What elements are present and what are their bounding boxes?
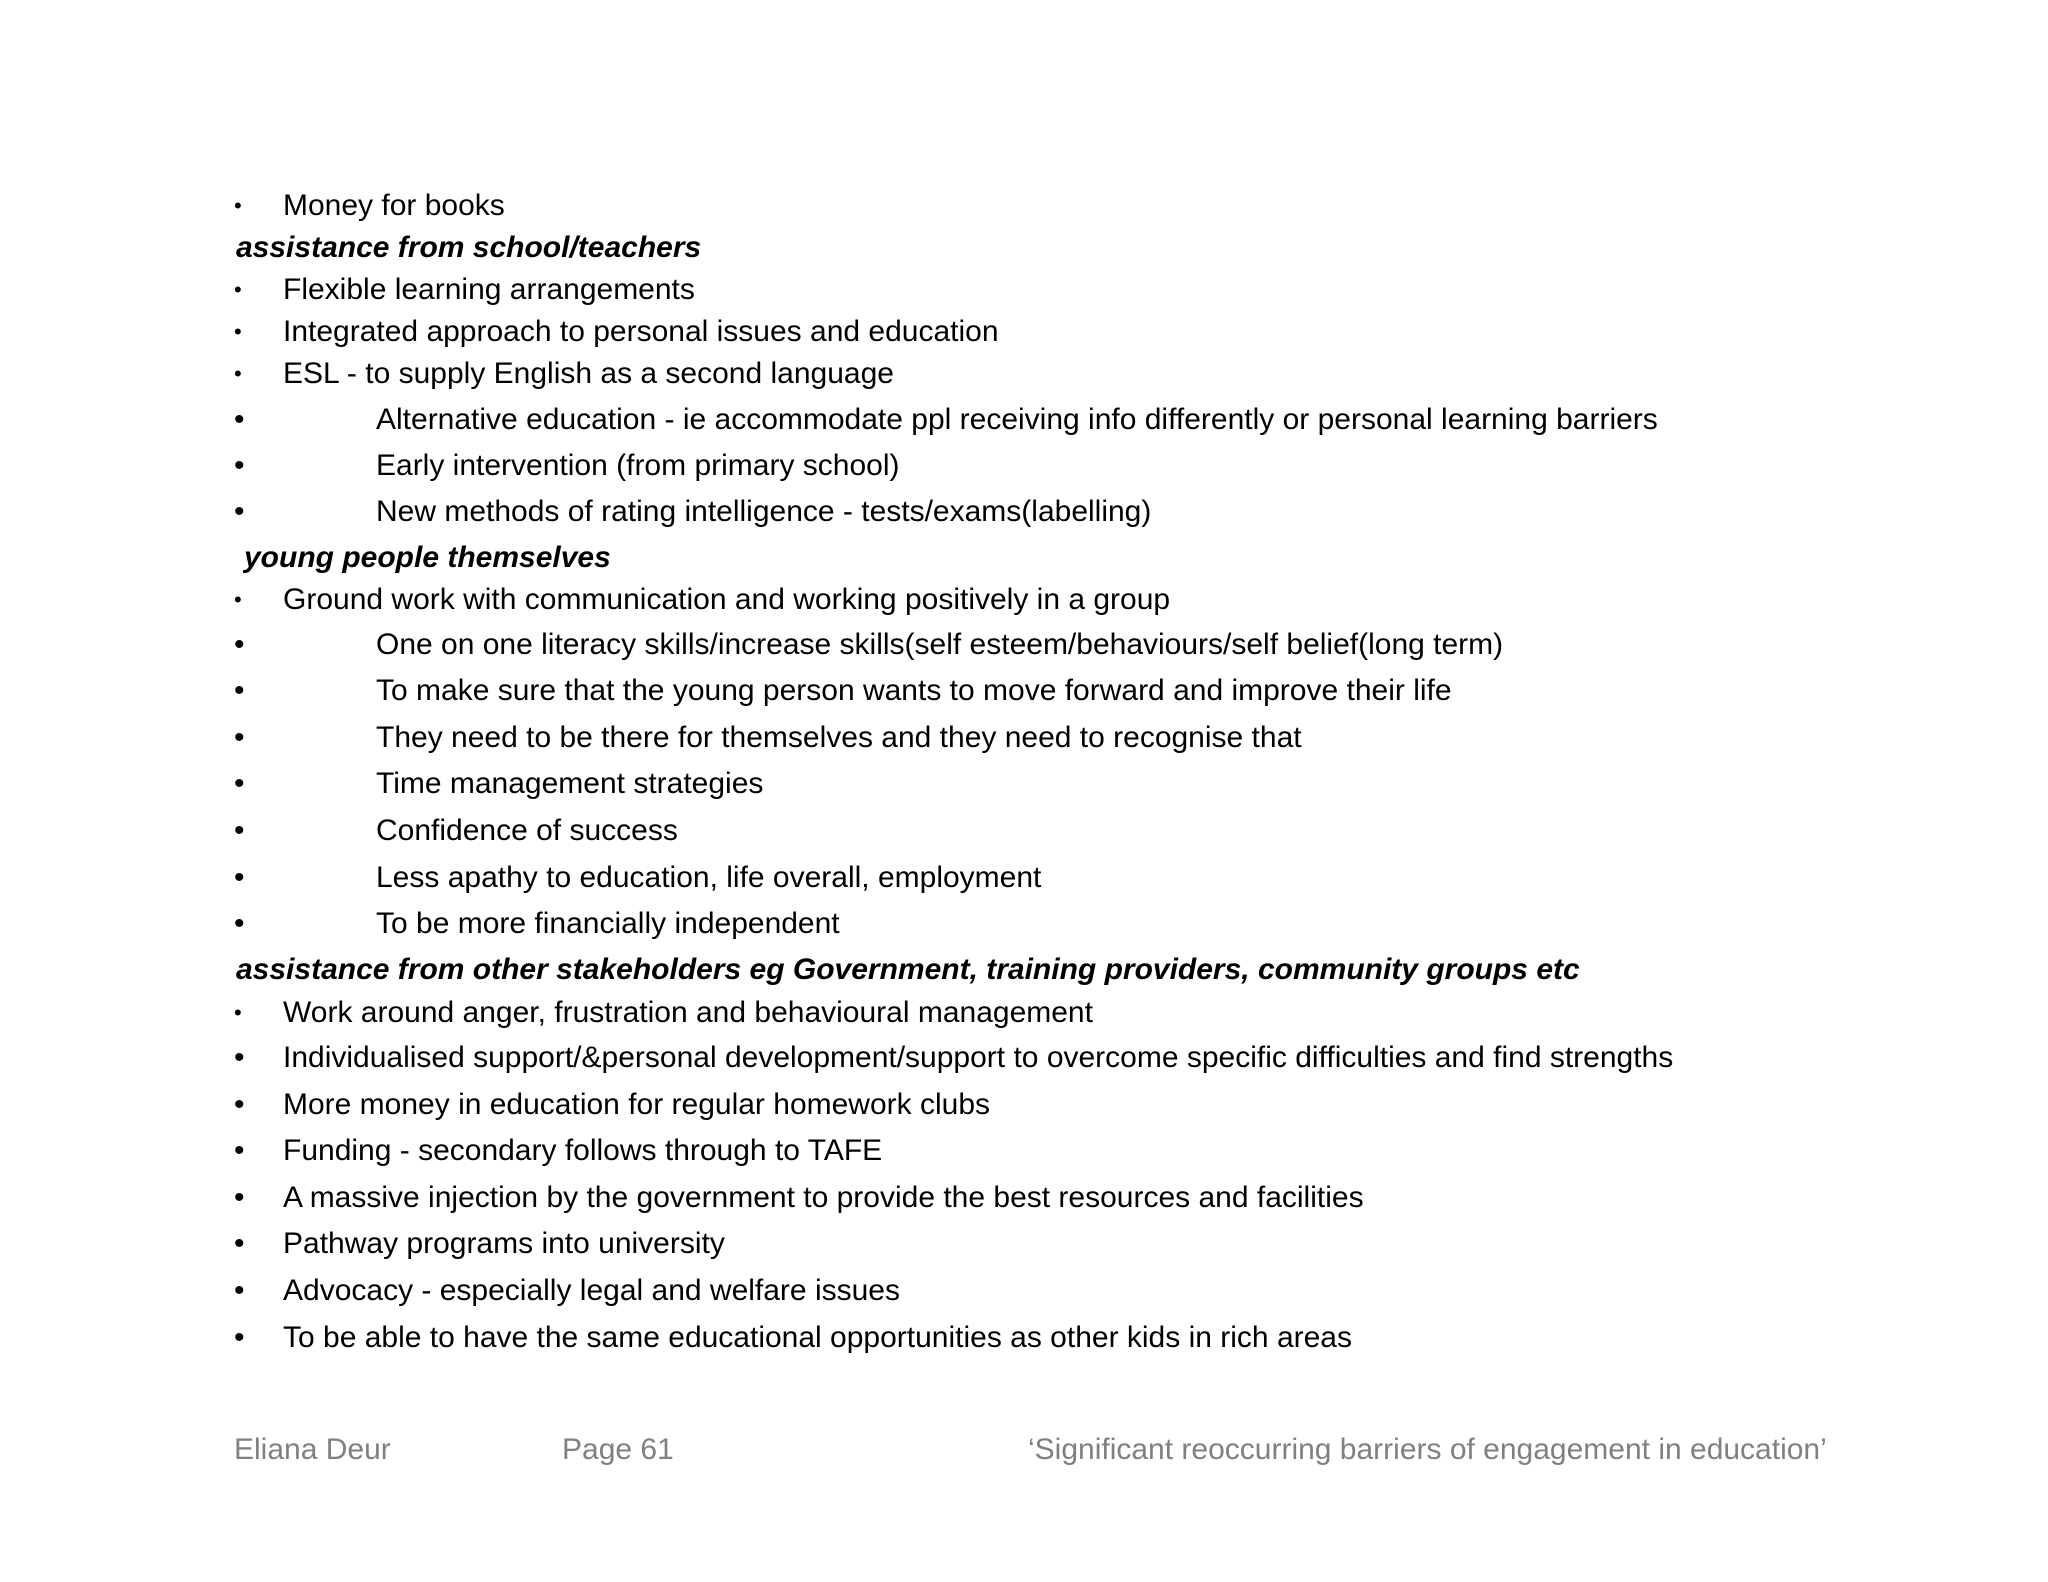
footer-page-number: Page 61 [562, 1433, 674, 1466]
list-item-text: A massive injection by the government to provide the best resources and facilities [283, 1181, 1364, 1214]
bullet-icon: • [234, 814, 245, 847]
list-item-text: ESL - to supply English as a second language [283, 357, 894, 390]
list-item-text: Advocacy - especially legal and welfare issues [283, 1274, 900, 1307]
bullet-icon: • [234, 403, 245, 436]
list-item-text: To make sure that the young person wants to move forward and improve their life [376, 674, 1452, 707]
bullet-icon: • [234, 1181, 245, 1214]
list-item-text: They need to be there for themselves and they need to recognise that [376, 721, 1302, 754]
bullet-icon: • [234, 1321, 245, 1354]
bullet-icon: • [234, 1274, 245, 1307]
footer-author: Eliana Deur [234, 1433, 391, 1466]
list-item-text: Early intervention (from primary school) [376, 449, 900, 482]
bullet-icon: • [234, 1000, 242, 1025]
list-item-text: Integrated approach to personal issues and education [283, 315, 999, 348]
bullet-icon: • [234, 1134, 245, 1167]
list-item-text: Less apathy to education, life overall, employment [376, 861, 1042, 894]
list-item-text: Pathway programs into university [283, 1227, 725, 1260]
bullet-icon: • [234, 361, 242, 386]
section-heading: young people themselves [244, 541, 611, 574]
list-item-text: Time management strategies [376, 767, 764, 800]
bullet-icon: • [234, 449, 245, 482]
bullet-icon: • [234, 674, 245, 707]
bullet-icon: • [234, 1088, 245, 1121]
section-heading: assistance from other stakeholders eg Government, training providers, community groups etc [236, 953, 1580, 986]
bullet-icon: • [234, 628, 245, 661]
bullet-icon: • [234, 861, 245, 894]
list-item-text: Money for books [283, 189, 505, 222]
bullet-icon: • [234, 277, 242, 302]
bullet-icon: • [234, 495, 245, 528]
footer-document-title: ‘Significant reoccurring barriers of engagement in education’ [1028, 1433, 1827, 1466]
list-item-text: Funding - secondary follows through to TAFE [283, 1134, 883, 1167]
bullet-icon: • [234, 767, 245, 800]
list-item-text: Flexible learning arrangements [283, 273, 695, 306]
bullet-icon: • [234, 1041, 245, 1074]
bullet-icon: • [234, 319, 242, 344]
bullet-icon: • [234, 907, 245, 940]
list-item-text: New methods of rating intelligence - tests/exams(labelling) [376, 495, 1152, 528]
section-heading: assistance from school/teachers [236, 231, 702, 264]
list-item-text: Confidence of success [376, 814, 678, 847]
list-item-text: To be more financially independent [376, 907, 840, 940]
list-item-text: Individualised support/&personal development/support to overcome specific difficulties and find strengths [283, 1041, 1674, 1074]
bullet-icon: • [234, 587, 242, 612]
list-item-text: One on one literacy skills/increase skills(self esteem/behaviours/self belief(long term) [376, 628, 1504, 661]
bullet-icon: • [234, 193, 242, 218]
list-item-text: Alternative education - ie accommodate ppl receiving info differently or personal learning barriers [376, 403, 1658, 436]
list-item-text: Ground work with communication and working positively in a group [283, 583, 1171, 616]
bullet-icon: • [234, 721, 245, 754]
list-item-text: More money in education for regular homework clubs [283, 1088, 991, 1121]
list-item-text: To be able to have the same educational opportunities as other kids in rich areas [283, 1321, 1352, 1354]
bullet-icon: • [234, 1227, 245, 1260]
list-item-text: Work around anger, frustration and behavioural management [283, 996, 1093, 1029]
